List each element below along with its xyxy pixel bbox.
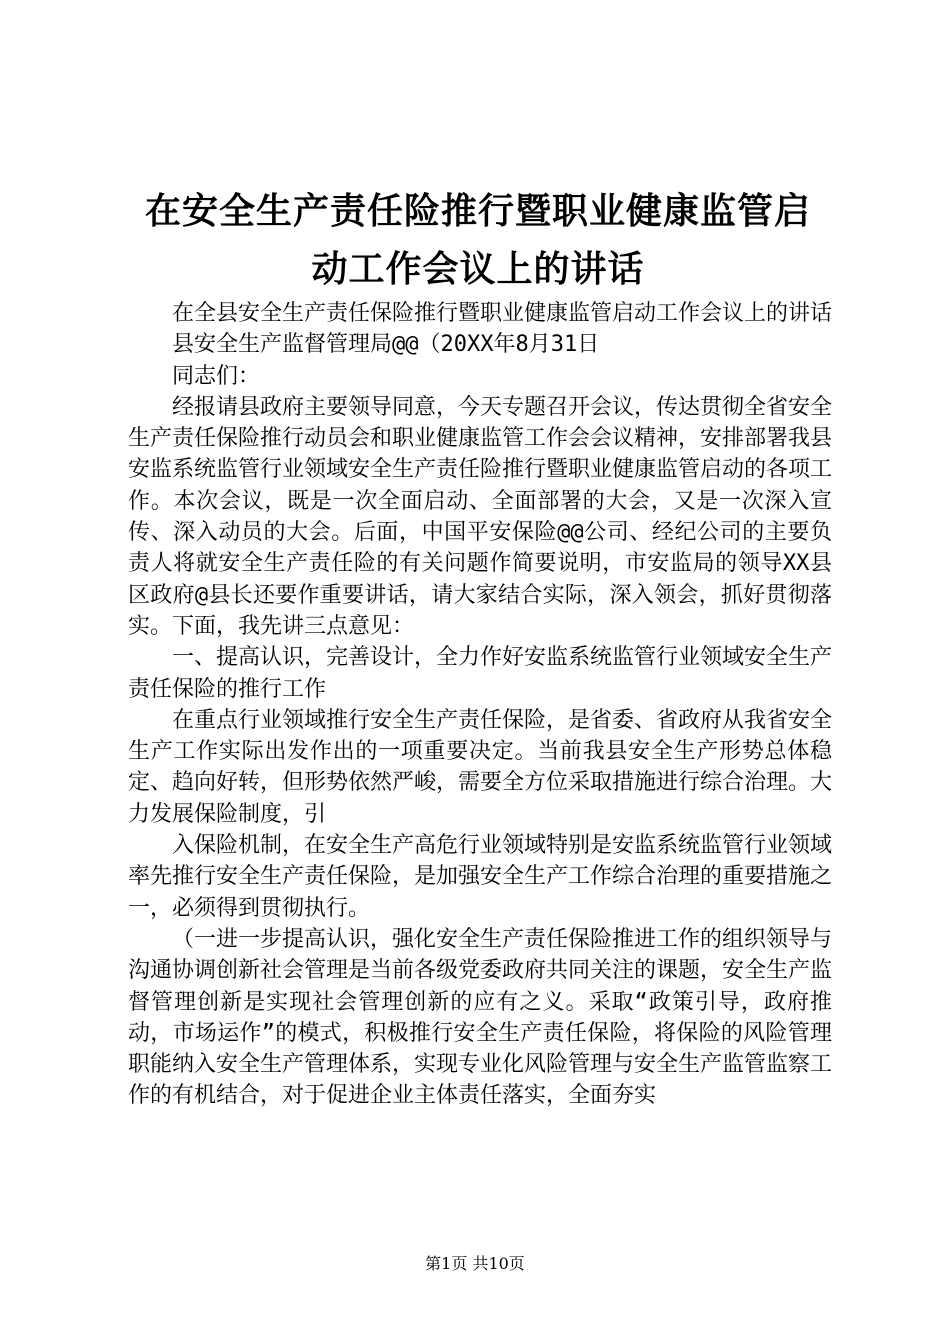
page-number-footer: 第1页 共10页 — [425, 1254, 525, 1273]
body-paragraph: 经报请县政府主要领导同意，今天专题召开会议，传达贯彻全省安全生产责任保险推行动员会和职业健康监管工作会会议精神，安排部署我县安监系统监管行业领域安全生产责任险推行暨职业健康监管启动的各项工作。本次会议，既是一次全面启动、全面部署的大会，又是一次深入宣传、深入动员的大会。后面，中国平安保险@@公司、经纪公司的主要负责人将就安全生产责任险的有关问题作简要说明，市安监局的领导XX县区政府@县长还要作重要讲话，请大家结合实际，深入领会，抓好贯彻落实。下面，我先讲三点意见： — [128, 394, 833, 639]
body-paragraph-author-date: 县安全生产监督管理局@@（20XX年8月31日 — [172, 332, 600, 358]
body-paragraph: 在重点行业领域推行安全生产责任保险，是省委、省政府从我省安全生产工作实际出发作出的一项重要决定。当前我县安全生产形势总体稳定、趋向好转，但形势依然严峻，需要全方位采取措施进行综合治理。大力发展保险制度，引 — [128, 707, 833, 827]
body-paragraph-salutation: 同志们： — [172, 363, 261, 389]
document-title: 在安全生产责任险推行暨职业健康监管启动工作会议上的讲话 — [144, 190, 811, 290]
body-paragraph: 入保险机制，在安全生产高危行业领域特别是安监系统监管行业领域率先推行安全生产责任保险，是加强安全生产工作综合治理的重要措施之一，必须得到贯彻执行。 — [128, 833, 833, 921]
body-paragraph: （一进一步提高认识，强化安全生产责任保险推进工作的组织领导与沟通协调创新社会管理是当前各级党委政府共同关注的课题，安全生产监督管理创新是实现社会管理创新的应有之义。采取“政策引导，政府推动，市场运作”的模式，积极推行安全生产责任保险，将保险的风险管理职能纳入安全生产管理体系，实现专业化风险管理与安全生产监管监察工作的有机结合，对于促进企业主体责任落实，全面夯实 — [128, 926, 833, 1109]
body-paragraph-subtitle: 在全县安全生产责任保险推行暨职业健康监管启动工作会议上的讲话 — [172, 301, 833, 326]
body-section-heading: 一、提高认识，完善设计，全力作好安监系统监管行业领域安全生产责任保险的推行工作 — [128, 645, 833, 702]
document-body — [128, 298, 832, 1112]
